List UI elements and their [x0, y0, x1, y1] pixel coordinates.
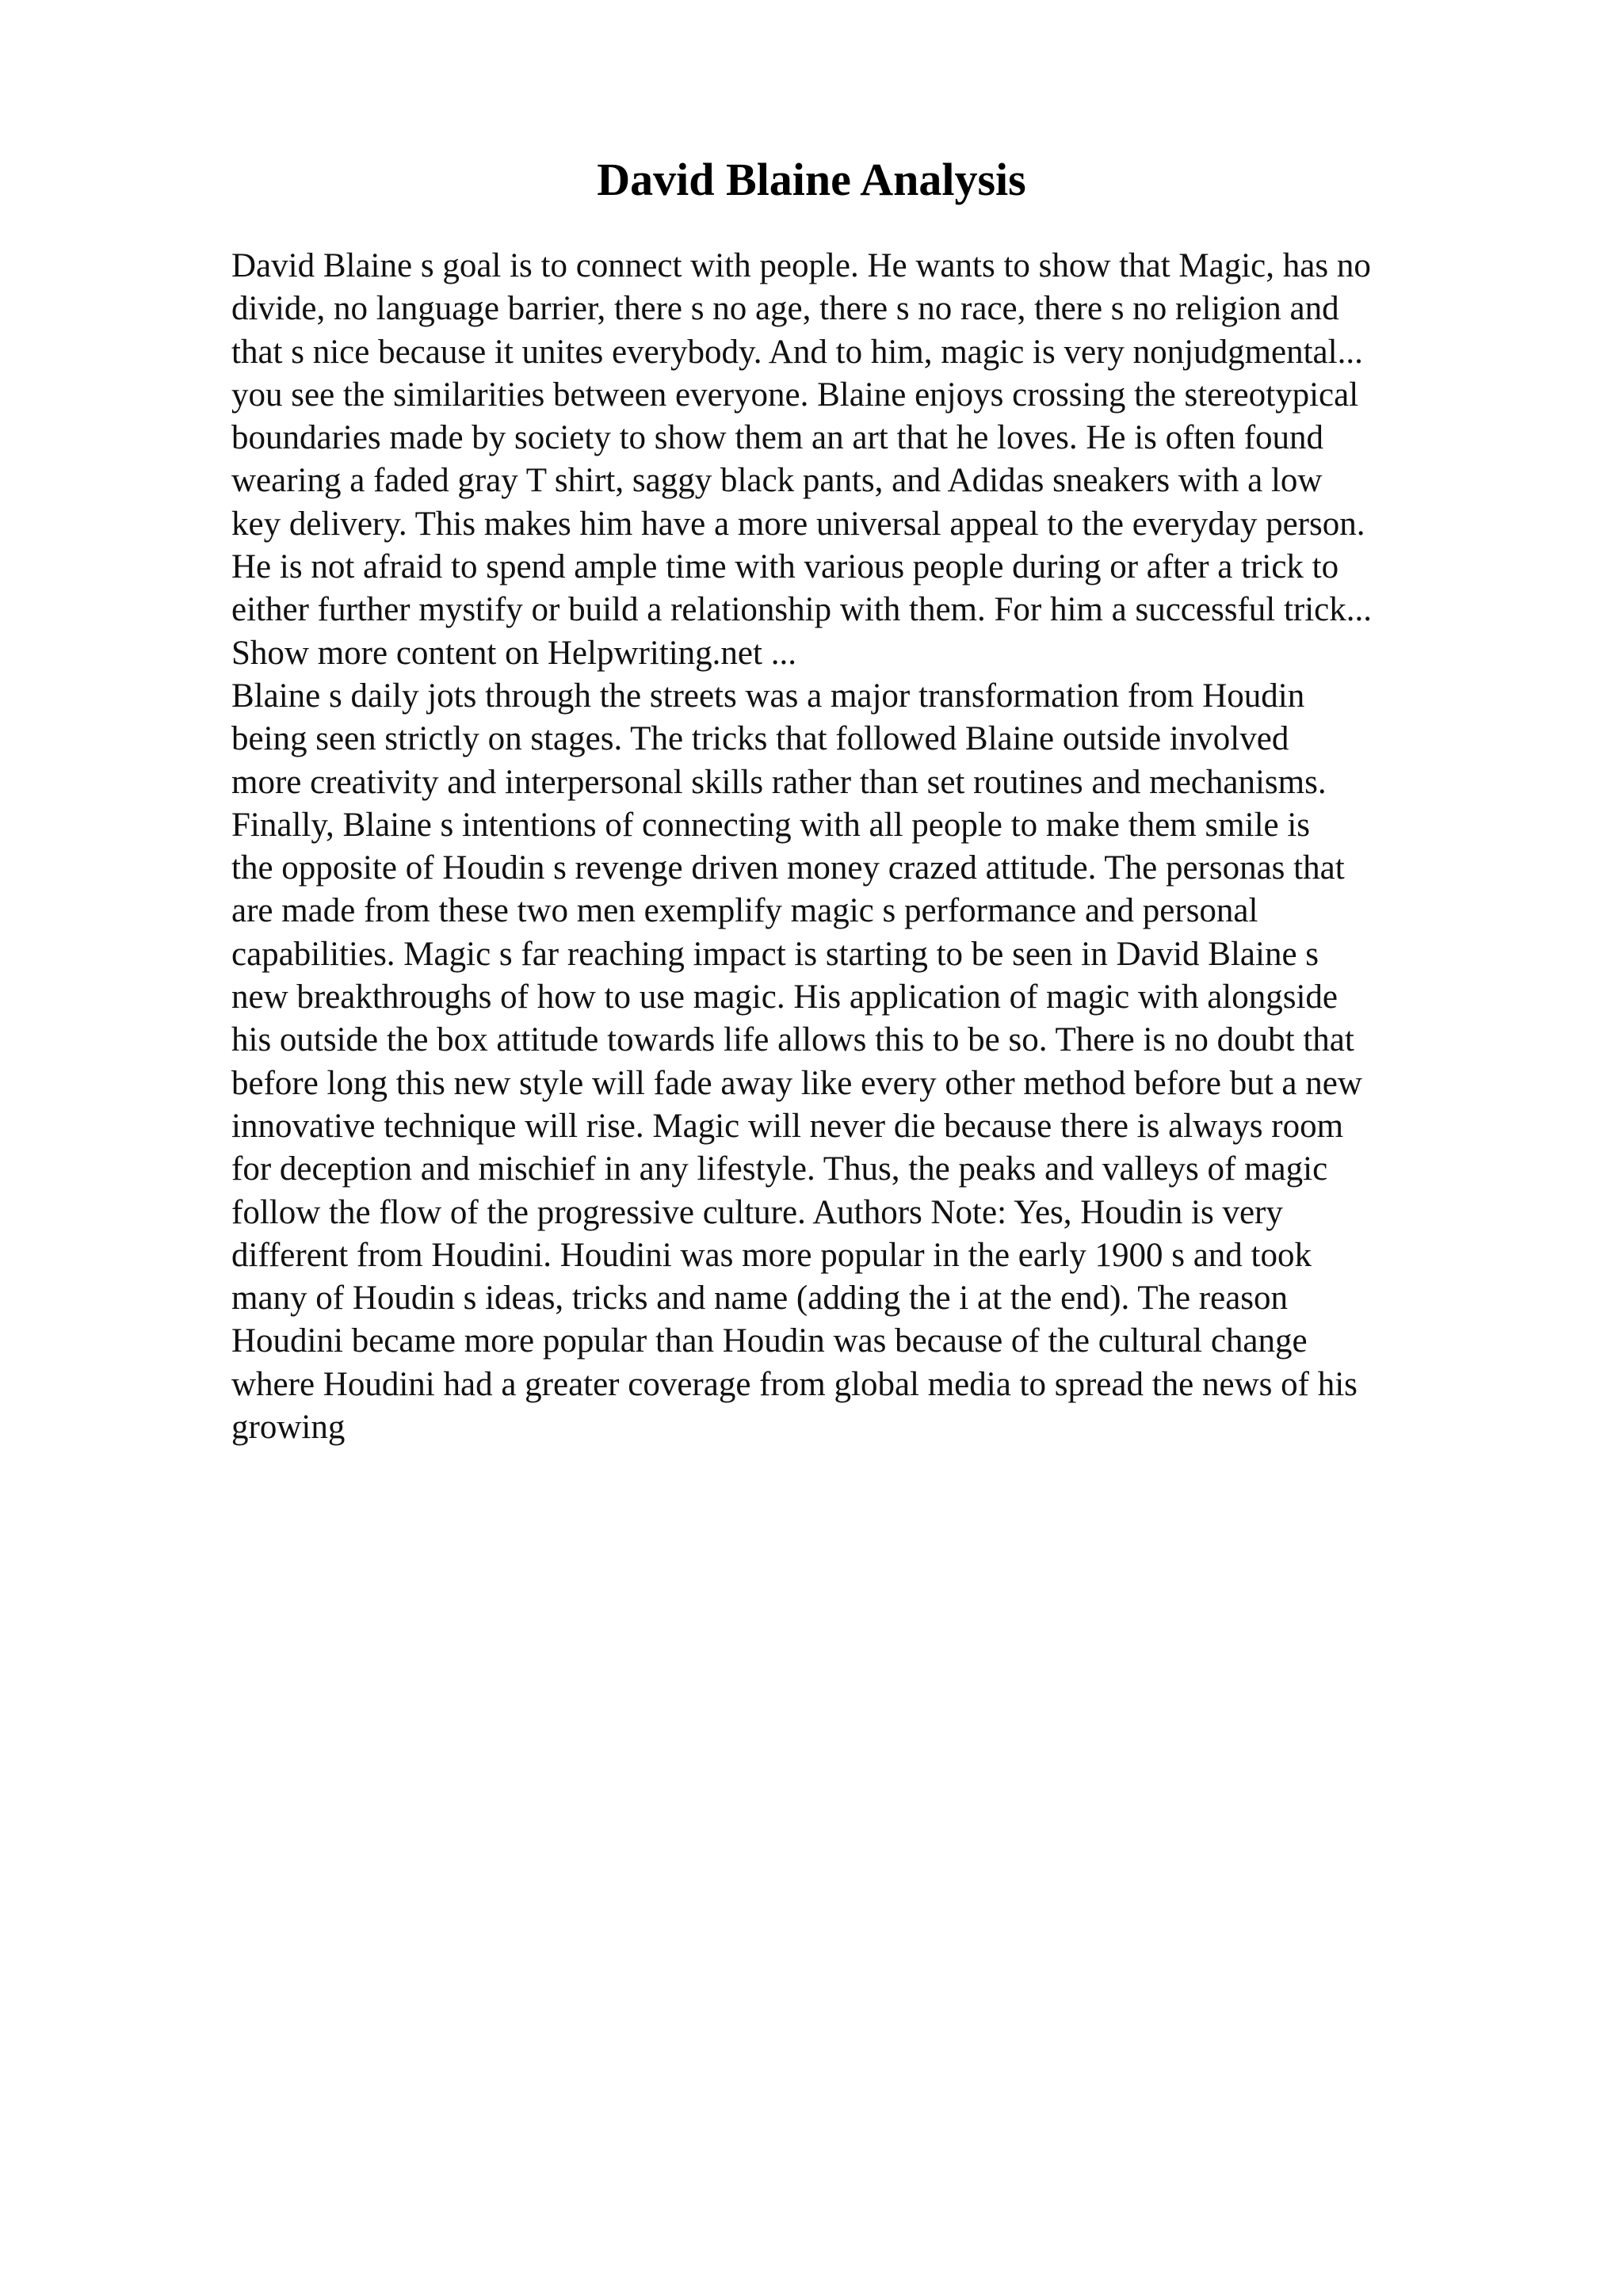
text-line: wearing a faded gray T shirt, saggy black pants, and Adidas sneakers with a low: [231, 462, 1323, 500]
text-line: either further mystify or build a relationship with them. For him a successful trick...: [231, 591, 1372, 629]
text-line: key delivery. This makes him have a more universal appeal to the everyday person.: [231, 505, 1365, 543]
text-line: many of Houdin s ideas, tricks and name (adding the i at the end). The reason: [231, 1280, 1289, 1318]
text-line: Houdini became more popular than Houdin was because of the cultural change: [231, 1322, 1308, 1360]
text-line: follow the flow of the progressive culture. Authors Note: Yes, Houdin is very: [231, 1193, 1283, 1231]
text-line: more creativity and interpersonal skills rather than set routines and mechanisms.: [231, 763, 1327, 801]
text-line: being seen strictly on stages. The tricks that followed Blaine outside involved: [231, 720, 1289, 758]
text-line: capabilities. Magic s far reaching impact is starting to be seen in David Blaine s: [231, 935, 1319, 973]
text-line: new breakthroughs of how to use magic. His application of magic with alongside: [231, 978, 1338, 1016]
text-line: boundaries made by society to show them an art that he loves. He is often found: [231, 419, 1324, 457]
text-line: different from Houdini. Houdini was more popular in the early 1900 s and took: [231, 1236, 1312, 1274]
text-line: innovative technique will rise. Magic will never die because there is always room: [231, 1107, 1344, 1145]
text-line: before long this new style will fade away like every other method before but a new: [231, 1064, 1362, 1102]
document-title: David Blaine Analysis: [597, 154, 1026, 205]
document-body: [231, 245, 1499, 1449]
text-line: the opposite of Houdin s revenge driven money crazed attitude. The personas that: [231, 849, 1345, 887]
text-line: growing: [231, 1409, 346, 1447]
text-line: you see the similarities between everyone. Blaine enjoys crossing the stereotypical: [231, 376, 1359, 414]
text-line: David Blaine s goal is to connect with people. He wants to show that Magic, has no: [231, 247, 1371, 284]
text-line: Finally, Blaine s intentions of connecting with all people to make them smile is: [231, 806, 1311, 844]
text-line: He is not afraid to spend ample time with various people during or after a trick to: [231, 548, 1339, 586]
text-line: for deception and mischief in any lifestyle. Thus, the peaks and valleys of magic: [231, 1150, 1328, 1188]
text-line: are made from these two men exemplify magic s performance and personal: [231, 892, 1258, 930]
text-line: that s nice because it unites everybody. And to him, magic is very nonjudgmental...: [231, 333, 1363, 371]
text-line: Blaine s daily jots through the streets was a major transformation from Houdin: [231, 677, 1305, 715]
text-line: divide, no language barrier, there s no age, there s no race, there s no religion and: [231, 290, 1339, 328]
text-line: where Houdini had a greater coverage from global media to spread the news of his: [231, 1365, 1358, 1403]
text-line: his outside the box attitude towards life allows this to be so. There is no doubt that: [231, 1021, 1354, 1059]
show-more-line: Show more content on Helpwriting.net ...: [231, 634, 796, 672]
